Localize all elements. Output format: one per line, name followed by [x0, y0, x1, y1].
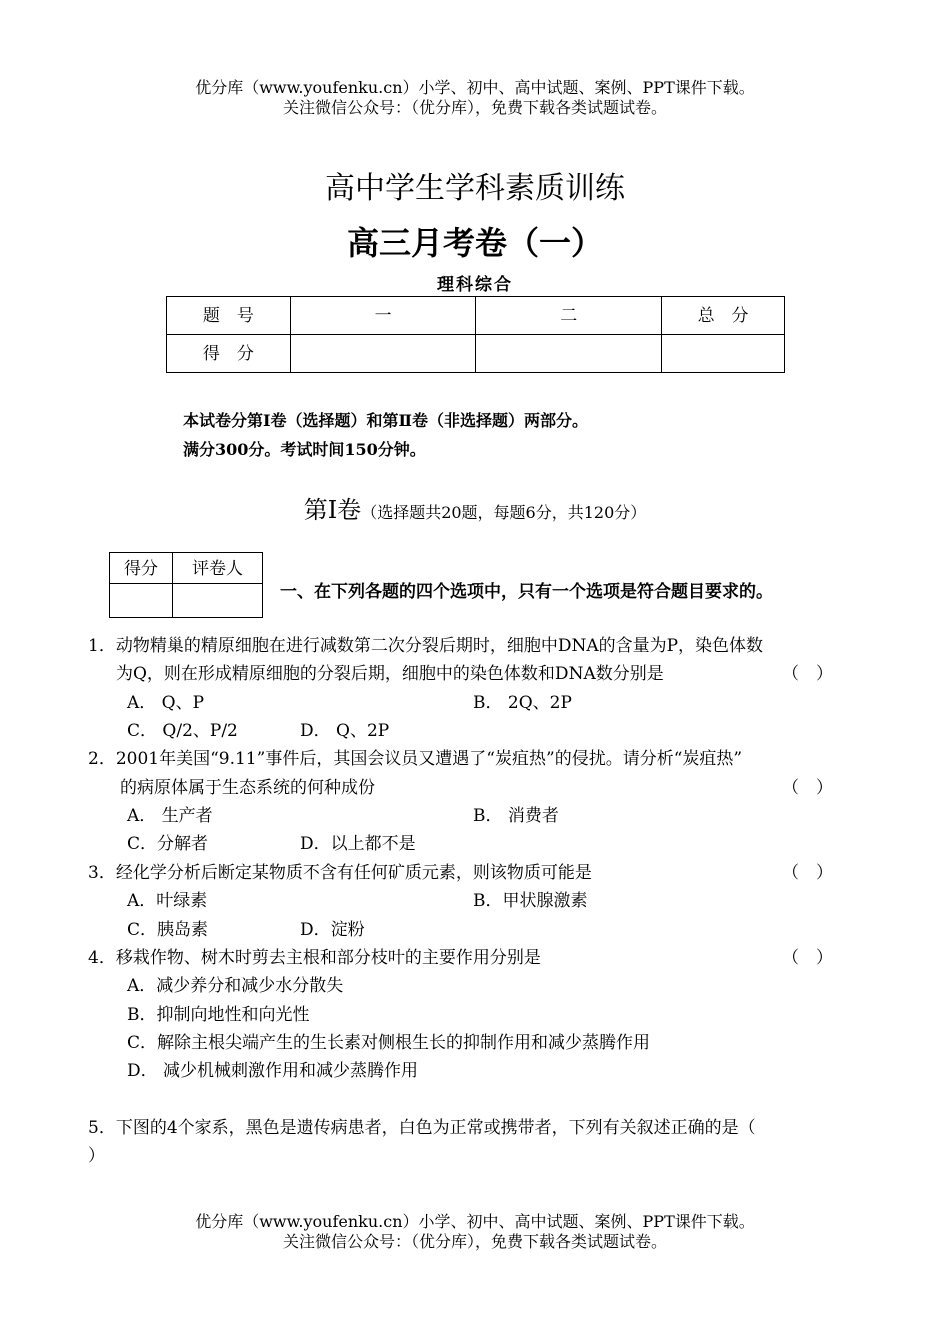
part-label: 第Ⅰ卷: [303, 496, 362, 524]
question-2-line-1: 2．2001年美国“9.11”事件后，其国会议员又遭遇了“炭疽热”的侵扰。请分析“炭疽热”: [88, 749, 743, 769]
question-2-option-b: B． 消费者: [473, 806, 559, 826]
question-4-option-b: B．抑制向地性和向光性: [127, 1005, 310, 1025]
header-line-2: 关注微信公众号：（优分库），免费下载各类试题试卷。: [282, 98, 667, 117]
question-2-option-c: C．分解者: [127, 834, 209, 854]
answer-parentheses: （ ）: [782, 664, 833, 684]
intro-line-1: 本试卷分第Ⅰ卷（选择题）和第Ⅱ卷（非选择题）两部分。: [183, 411, 588, 430]
question-1-option-b: B． 2Q、2P: [473, 693, 572, 713]
grader-table: [109, 552, 263, 618]
question-3-option-a: A．叶绿素: [127, 891, 208, 911]
footer-line-2: 关注微信公众号：（优分库），免费下载各类试题试卷。: [282, 1232, 667, 1251]
question-1-line-2: 为Q，则在形成精原细胞的分裂后期，细胞中的染色体数和DNA数分别是: [116, 664, 664, 684]
question-4-line-1: 4．移栽作物、树木时剪去主根和部分枝叶的主要作用分别是: [88, 948, 541, 968]
question-4-option-c: C．解除主根尖端产生的生长素对侧根生长的抑制作用和减少蒸腾作用: [127, 1033, 651, 1053]
question-2-line-2: 的病原体属于生态系统的何种成份: [120, 778, 375, 798]
footer-line-1: 优分库（www.youfenku.cn）小学、初中、高中试题、案例、PPT课件下载。: [195, 1212, 755, 1231]
question-3-option-b: B．甲状腺激素: [473, 891, 588, 911]
question-2-option-a: A． 生产者: [127, 806, 213, 826]
question-3-option-d: D．淀粉: [300, 920, 365, 940]
subject-title: 理科综合: [437, 275, 513, 295]
score-cell-input: [662, 335, 785, 373]
score-table-score-row: [167, 335, 785, 373]
answer-parentheses: （ ）: [782, 863, 833, 883]
question-3-line-1: 3．经化学分析后断定某物质不含有任何矿质元素，则该物质可能是: [88, 863, 592, 883]
question-1-option-a: A． Q、P: [127, 693, 205, 713]
grader-name-header: 评卷人: [173, 553, 263, 584]
question-3-option-c: C．胰岛素: [127, 920, 209, 940]
question-5-line-1: 5．下图的4个家系，黑色是遗传病患者，白色为正常或携带者，下列有关叙述正确的是（: [88, 1118, 756, 1138]
intro-line-2: 满分300分。考试时间150分钟。: [183, 440, 426, 459]
score-cell-part1: 一: [290, 297, 476, 335]
question-2-option-d: D．以上都不是: [300, 834, 416, 854]
question-5-line-2: ）: [88, 1146, 105, 1166]
question-1-option-d: D． Q、2P: [300, 721, 390, 741]
answer-parentheses: （ ）: [782, 948, 833, 968]
question-4-option-d: D． 减少机械刺激作用和减少蒸腾作用: [127, 1061, 419, 1081]
grader-score-cell: [110, 584, 173, 618]
question-1-line-1: 1．动物精巢的精原细胞在进行减数第二次分裂后期时，细胞中DNA的含量为P，染色体数: [88, 636, 764, 656]
exam-title: 高三月考卷（一）: [346, 224, 603, 262]
header-line-1: 优分库（www.youfenku.cn）小学、初中、高中试题、案例、PPT课件下载。: [195, 78, 755, 97]
question-4-option-a: A．减少养分和减少水分散失: [127, 976, 344, 996]
score-cell-part2: 二: [476, 297, 662, 335]
grader-score-header: 得分: [110, 553, 173, 584]
score-table: [166, 296, 785, 373]
grader-name-cell: [173, 584, 263, 618]
section-heading: 一、在下列各题的四个选项中，只有一个选项是符合题目要求的。: [280, 582, 773, 602]
part-description: （选择题共20题，每题6分，共120分）: [361, 503, 647, 522]
score-cell-label: 题 号: [167, 297, 291, 335]
question-1-option-c: C． Q/2、P/2: [127, 721, 238, 741]
main-title: 高中学生学科素质训练: [325, 171, 625, 206]
answer-parentheses: （ ）: [782, 778, 833, 798]
score-cell-input: [290, 335, 476, 373]
score-cell-total: 总 分: [662, 297, 785, 335]
part-heading: [0, 490, 950, 525]
score-table-header-row: [167, 297, 785, 335]
score-cell-row-label: 得 分: [167, 335, 291, 373]
score-cell-input: [476, 335, 662, 373]
